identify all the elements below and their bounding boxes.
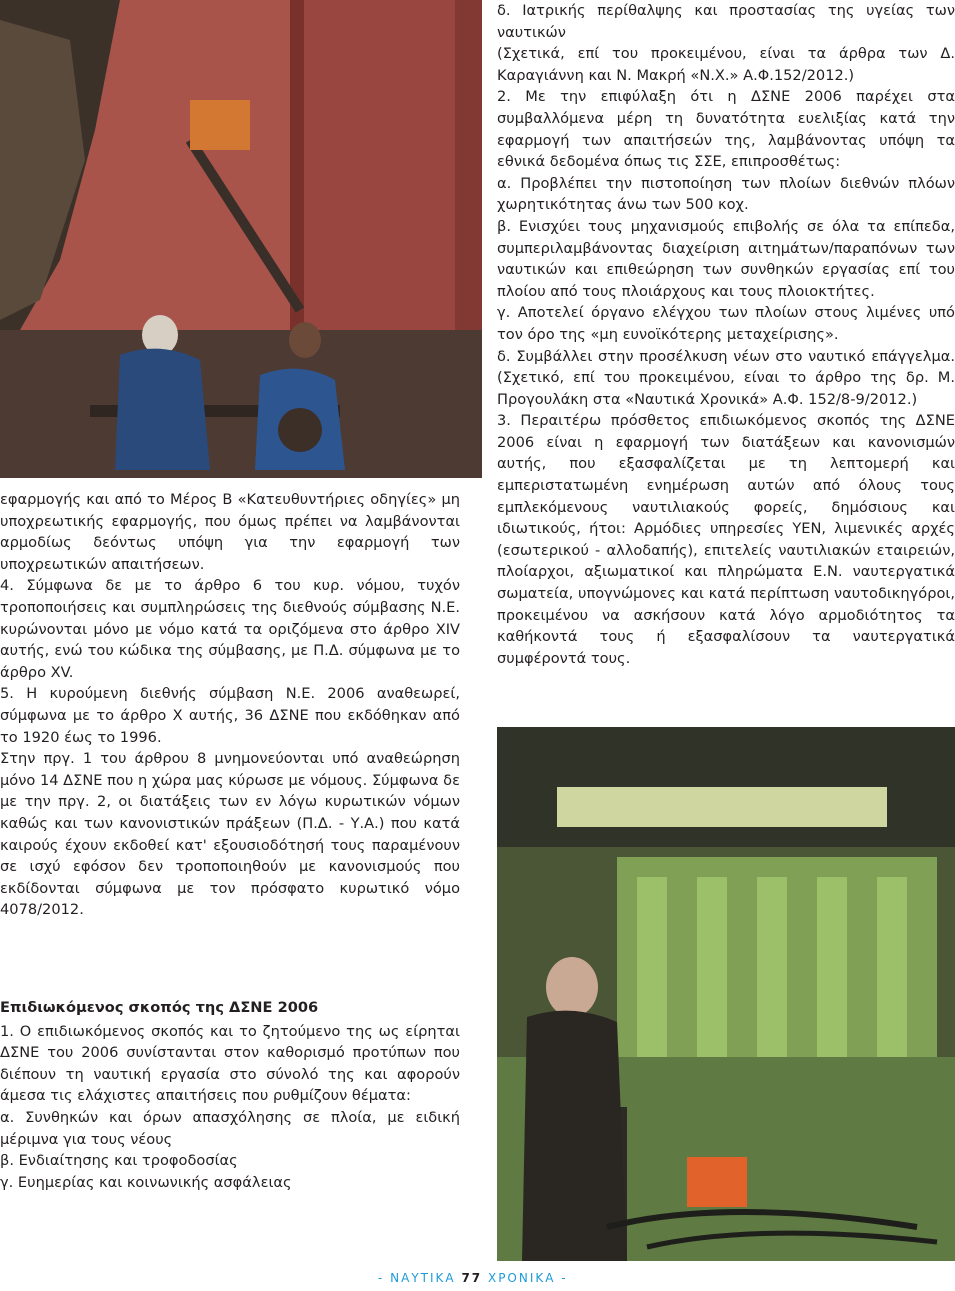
footer-right: ΧΡΟΝΙΚΑ - bbox=[487, 1271, 568, 1285]
left-paragraph-1: εφαρμογής και από το Μέρος Β «Κατευθυντήριες οδηγίες» μη υποχρεωτικής εφαρμογής, που όμως πρέπει να λαμβάνονται αρμοδίως δεόντως υπόψη για την εφαρμογή των υποχρεωτικών απαιτήσεων. bbox=[0, 491, 460, 573]
right-paragraph-8: 3. Περαιτέρω πρόσθετος επιδιωκόμενος σκοπός της ΔΣΝΕ 2006 είναι η εφαρμογή των διατάξεων και κανονισμών αυτής, που εξασφαλίζεται με τη λεπτομερή και εμπεριστατωμένη ενημέρωση αυτών από όλους τους εμπλεκόμενους ναυτιλιακούς φορείς, δημόσιους και ιδιωτικούς, ήτοι: Αρμόδιες υπηρεσίες ΥΕΝ, λιμενικές αρχές (εσωτερικού - αλλοδαπής), επιτελείς ναυτιλιακών εταιρειών, πλοίαρχοι, αξιωματικοί και πληρώματα Ε.Ν. ναυτεργατικά σωματεία, υπογνώμονες και κατά περίπτωση ναυτοδικηγόροι, προκειμένου να ασκήσουν κατά λόγο αρμοδιότητος τα καθήκοντά τους ή εξασφαλίσουν τα ναυτεργατικά συμφέροντά τους. bbox=[497, 412, 955, 667]
footer-left: - ΝΑΥΤΙΚΑ bbox=[378, 1271, 456, 1285]
page-footer bbox=[378, 1271, 568, 1285]
shipyard-workers-photo bbox=[0, 0, 482, 478]
section-paragraph-3: β. Ενδιαίτησης και τροφοδοσίας bbox=[0, 1152, 238, 1170]
left-section bbox=[0, 997, 460, 1193]
engine-room-photo bbox=[497, 727, 955, 1261]
left-paragraph-4: Στην πργ. 1 του άρθρου 8 μνημονεύονται υπό αναθεώρηση μόνο 14 ΔΣΝΕ που η χώρα μας κύρωσε με νόμους. Σύμφωνα δε με την πργ. 2, οι διατάξεις των εν λόγω κυρωτικών νόμων καθώς και των κανονιστικών πράξεων (Π.Δ. - Υ.Α.) που κατά καιρούς έχουν εκδοθεί κατ' εξουσιοδότησή τους παραμένουν σε ισχύ εφόσον δεν τροποποιηθούν με κανονισμούς που εκδίδονται σύμφωνα με τον πρόσφατο κυρωτικό νόμο 4078/2012. bbox=[0, 750, 460, 919]
section-paragraph-2: α. Συνθηκών και όρων απασχόλησης σε πλοία, με ειδική μέριμνα για τους νέους bbox=[0, 1108, 460, 1148]
left-text-column bbox=[0, 489, 460, 921]
left-paragraph-3: 5. Η κυρούμενη διεθνής σύμβαση Ν.Ε. 2006 αναθεωρεί, σύμφωνα με το άρθρο X αυτής, 36 ΔΣΝΕ που εκδόθηκαν από το 1920 έως το 1996. bbox=[0, 685, 460, 746]
section-paragraph-4: γ. Ευημερίας και κοινωνικής ασφάλειας bbox=[0, 1173, 292, 1191]
engine-room-illustration bbox=[497, 727, 955, 1261]
right-paragraph-1: δ. Ιατρικής περίθαλψης και προστασίας της υγείας των ναυτικών bbox=[497, 2, 955, 41]
right-paragraph-6: γ. Αποτελεί όργανο ελέγχου των πλοίων στους λιμένες υπό τον όρο της «μη ευνοϊκότερης μεταχείρισης». bbox=[497, 304, 955, 343]
right-paragraph-2: (Σχετικά, επί του προκειμένου, είναι τα άρθρα των Δ. Καραγιάννη και Ν. Μακρή «Ν.Χ.» Α.Φ.152/2012.) bbox=[497, 45, 955, 84]
left-paragraph-2: 4. Σύμφωνα δε με το άρθρο 6 του κυρ. νόμου, τυχόν τροποποιήσεις και συμπληρώσεις της διεθνούς σύμβασης Ν.Ε. κυρώνονται μόνο με νόμο κατά τα οριζόμενα στο άρθρο XIV αυτής, ενώ του κώδικα της σύμβασης, με Π.Δ. σύμφωνα με το άρθρο XV. bbox=[0, 577, 460, 681]
right-paragraph-3: 2. Με την επιφύλαξη ότι η ΔΣΝΕ 2006 παρέχει στα συμβαλλόμενα μέρη τη δυνατότητα ευελιξίας κατά την εφαρμογή των απαιτήσεών της, λαμβάνοντας υπόψη τα εθνικά δεδομένα όπως τις ΣΣΕ, επιπροσθέτως: bbox=[497, 88, 955, 171]
page-number: 77 bbox=[461, 1271, 483, 1285]
right-text-column bbox=[497, 0, 955, 669]
right-paragraph-5: β. Ενισχύει τους μηχανισμούς επιβολής σε όλα τα επίπεδα, συμπεριλαμβάνοντας διαχείριση αιτημάτων/παραπόνων των ναυτικών και επιθεώρηση των συνθηκών εργασίας επί του πλοίου από τους πλοιάρχους και τους πλοιοκτήτες. bbox=[497, 217, 955, 300]
section-paragraph-1: 1. Ο επιδιωκόμενος σκοπός και το ζητούμενο της ως είρηται ΔΣΝΕ του 2006 συνίστανται στον καθορισμό προτύπων που διέπουν τη ναυτική εργασία στο σύνολό της και αφορούν άμεσα τις ελάχιστες απαιτήσεις που ρυθμίζουν θέματα: bbox=[0, 1022, 460, 1105]
section-heading: Επιδιωκόμενος σκοπός της ΔΣΝΕ 2006 bbox=[0, 999, 319, 1016]
shipyard-illustration bbox=[0, 0, 482, 478]
right-paragraph-7: δ. Συμβάλλει στην προσέλκυση νέων στο ναυτικό επάγγελμα. (Σχετικό, επί του προκειμένου, είναι το άρθρο της δρ. Μ. Προγουλάκη στα «Ναυτικά Χρονικά» Α.Φ. 152/8-9/2012.) bbox=[497, 347, 955, 408]
right-paragraph-4: α. Προβλέπει την πιστοποίηση των πλοίων διεθνών πλόων χωρητικότητας άνω των 500 κοχ. bbox=[497, 174, 955, 214]
